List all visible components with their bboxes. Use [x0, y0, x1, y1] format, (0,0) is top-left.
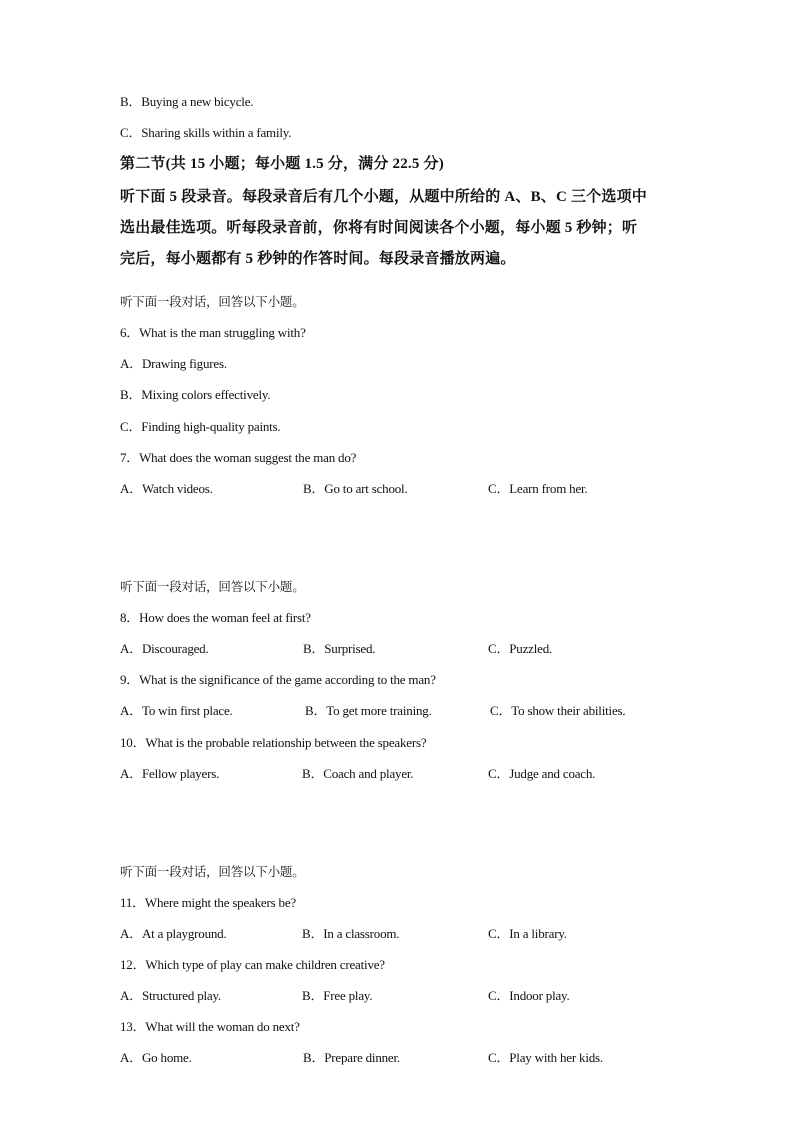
option-q10-b: B．Coach and player.	[302, 766, 414, 781]
option-q13-a: A．Go home.	[120, 1050, 192, 1065]
dialog-intro-3: 听下面一段对话，回答以下小题。	[120, 864, 305, 879]
option-q5-b: B．Buying a new bicycle.	[120, 94, 254, 109]
option-q9-c: C．To show their abilities.	[490, 703, 626, 718]
option-q6-a: A．Drawing figures.	[120, 356, 227, 371]
question-12: 12．Which type of play can make children creative?	[120, 957, 385, 972]
dialog-intro-2: 听下面一段对话，回答以下小题。	[120, 579, 305, 594]
option-q6-c: C．Finding high-quality paints.	[120, 419, 281, 434]
question-6: 6．What is the man struggling with?	[120, 325, 306, 340]
section-instruction-2: 选出最佳选项。听每段录音前，你将有时间阅读各个小题，每小题 5 秒钟；听	[120, 220, 638, 236]
question-10: 10．What is the probable relationship between the speakers?	[120, 735, 427, 750]
option-q8-c: C．Puzzled.	[488, 641, 553, 656]
option-q9-a: A．To win first place.	[120, 703, 233, 718]
section-title: 第二节(共 15 小题；每小题 1.5 分，满分 22.5 分)	[120, 156, 444, 172]
option-q11-a: A．At a playground.	[120, 926, 227, 941]
option-q7-a: A．Watch videos.	[120, 481, 213, 496]
question-11: 11．Where might the speakers be?	[120, 895, 296, 910]
section-instruction-1: 听下面 5 段录音。每段录音后有几个小题，从题中所给的 A、B、C 三个选项中	[120, 189, 647, 205]
dialog-intro-1: 听下面一段对话，回答以下小题。	[120, 294, 305, 309]
question-8: 8．How does the woman feel at first?	[120, 610, 311, 625]
option-q12-b: B．Free play.	[302, 988, 373, 1003]
option-q13-c: C．Play with her kids.	[488, 1050, 603, 1065]
question-9: 9．What is the significance of the game according to the man?	[120, 672, 436, 687]
option-q9-b: B．To get more training.	[305, 703, 432, 718]
option-q12-a: A．Structured play.	[120, 988, 221, 1003]
option-q11-b: B．In a classroom.	[302, 926, 400, 941]
question-13: 13．What will the woman do next?	[120, 1019, 300, 1034]
option-q10-a: A．Fellow players.	[120, 766, 220, 781]
option-q10-c: C．Judge and coach.	[488, 766, 596, 781]
option-q7-b: B．Go to art school.	[303, 481, 408, 496]
section-instruction-3: 完后，每小题都有 5 秒钟的作答时间。每段录音播放两遍。	[120, 251, 516, 267]
option-q13-b: B．Prepare dinner.	[303, 1050, 400, 1065]
option-q5-c: C．Sharing skills within a family.	[120, 125, 292, 140]
option-q6-b: B．Mixing colors effectively.	[120, 387, 271, 402]
option-q7-c: C．Learn from her.	[488, 481, 588, 496]
option-q11-c: C．In a library.	[488, 926, 567, 941]
question-7: 7．What does the woman suggest the man do?	[120, 450, 357, 465]
option-q8-b: B．Surprised.	[303, 641, 376, 656]
option-q8-a: A．Discouraged.	[120, 641, 209, 656]
option-q12-c: C．Indoor play.	[488, 988, 570, 1003]
